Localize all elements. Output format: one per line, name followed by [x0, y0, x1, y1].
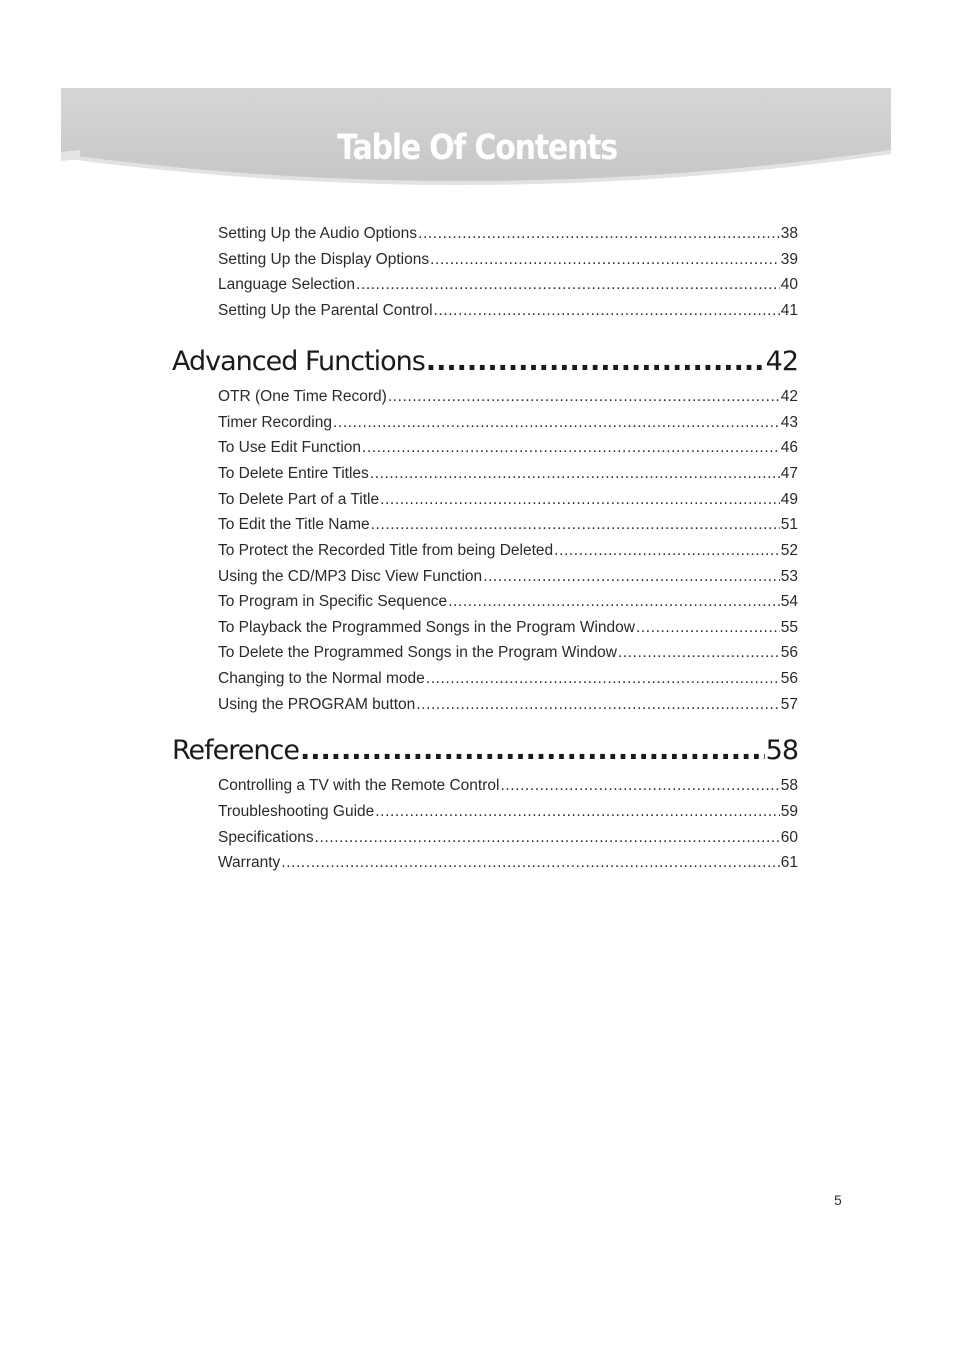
toc-entry-label: Using the PROGRAM button	[218, 696, 416, 713]
toc-entry-label: Timer Recording	[218, 414, 332, 431]
toc-entry-page: 40	[780, 276, 798, 293]
toc-entry-page: 53	[780, 568, 798, 585]
toc-entry-page: 52	[780, 542, 798, 559]
page-title: Table Of Contents	[337, 128, 617, 168]
toc-entry[interactable]	[218, 824, 798, 848]
toc-entry-label: Troubleshooting Guide	[218, 803, 375, 820]
toc-entry-label: To Program in Specific Sequence	[218, 593, 448, 610]
section-heading-page: 58	[765, 735, 798, 766]
toc-entry-label: To Delete Entire Titles	[218, 465, 369, 482]
dot-leader	[375, 802, 780, 822]
dot-leader	[356, 275, 780, 295]
toc-entry-page: 54	[780, 593, 798, 610]
section-heading-label: Reference	[172, 735, 299, 766]
toc-entry[interactable]	[218, 537, 798, 561]
dot-leader	[388, 387, 780, 407]
toc-entry[interactable]	[218, 849, 798, 873]
toc-entry-label: To Playback the Programmed Songs in the Program Window	[218, 619, 635, 636]
toc-entry-page: 55	[780, 619, 798, 636]
toc-entry[interactable]	[218, 271, 798, 295]
dot-leader	[434, 301, 780, 321]
toc-entry-page: 61	[780, 854, 798, 871]
toc-entry[interactable]	[218, 511, 798, 535]
toc-entry-label: To Delete Part of a Title	[218, 491, 380, 508]
toc-entry[interactable]	[218, 246, 798, 270]
toc-entry-page: 41	[780, 302, 798, 319]
toc-entry[interactable]	[218, 798, 798, 822]
dot-leader	[300, 735, 765, 767]
toc-entry-label: To Edit the Title Name	[218, 516, 370, 533]
toc-entry-page: 51	[780, 516, 798, 533]
dot-leader	[418, 224, 780, 244]
dot-leader	[426, 346, 765, 378]
title-banner	[0, 0, 954, 200]
toc-entry-label: Setting Up the Parental Control	[218, 302, 433, 319]
dot-leader	[483, 567, 780, 587]
toc-entry[interactable]	[218, 383, 798, 407]
toc-entry[interactable]	[218, 614, 798, 638]
toc-entry-page: 56	[780, 644, 798, 661]
dot-leader	[500, 776, 779, 796]
toc-entry-page: 42	[780, 388, 798, 405]
toc-entry-label: Setting Up the Audio Options	[218, 225, 418, 242]
toc-entry-page: 59	[780, 803, 798, 820]
section-heading-reference[interactable]	[172, 729, 798, 767]
toc-entry-label: To Protect the Recorded Title from being Deleted	[218, 542, 554, 559]
toc-entry[interactable]	[218, 409, 798, 433]
toc-entry-page: 49	[780, 491, 798, 508]
dot-leader	[448, 592, 780, 612]
toc-entry-page: 39	[780, 251, 798, 268]
dot-leader	[636, 618, 780, 638]
toc-entry-page: 60	[780, 829, 798, 846]
dot-leader	[370, 464, 780, 484]
section-heading-label: Advanced Functions	[172, 346, 425, 377]
toc-entry[interactable]	[218, 297, 798, 321]
toc-entry-label: Using the CD/MP3 Disc View Function	[218, 568, 483, 585]
toc-entry[interactable]	[218, 220, 798, 244]
toc-entry[interactable]	[218, 772, 798, 796]
toc-entry[interactable]	[218, 563, 798, 587]
dot-leader	[281, 853, 779, 873]
toc-entry-label: To Use Edit Function	[218, 439, 362, 456]
toc-entry[interactable]	[218, 588, 798, 612]
dot-leader	[333, 413, 780, 433]
page-number: 5	[834, 1192, 842, 1208]
toc-entry-label: OTR (One Time Record)	[218, 388, 387, 405]
toc-entry-page: 43	[780, 414, 798, 431]
toc-entry-label: Language Selection	[218, 276, 356, 293]
dot-leader	[362, 438, 780, 458]
toc-entry-label: Warranty	[218, 854, 281, 871]
dot-leader	[430, 250, 780, 270]
toc-entry-page: 47	[780, 465, 798, 482]
toc-entry[interactable]	[218, 486, 798, 510]
section-heading-page: 42	[765, 346, 798, 377]
toc-entry-label: Controlling a TV with the Remote Control	[218, 777, 500, 794]
toc-entry[interactable]	[218, 665, 798, 689]
dot-leader	[426, 669, 780, 689]
dot-leader	[380, 490, 780, 510]
toc-entry-label: Setting Up the Display Options	[218, 251, 430, 268]
toc-entry-page: 38	[780, 225, 798, 242]
toc-entry-label: Specifications	[218, 829, 314, 846]
dot-leader	[618, 643, 780, 663]
toc-entry-page: 57	[780, 696, 798, 713]
banner-shape	[0, 0, 954, 200]
section-heading-advanced-functions[interactable]	[172, 340, 798, 378]
toc-entry-label: To Delete the Programmed Songs in the Program Window	[218, 644, 617, 661]
dot-leader	[416, 695, 779, 715]
toc-entry[interactable]	[218, 691, 798, 715]
toc-entry[interactable]	[218, 434, 798, 458]
toc-entry-page: 56	[780, 670, 798, 687]
toc-entry-page: 46	[780, 439, 798, 456]
toc-entry-label: Changing to the Normal mode	[218, 670, 425, 687]
dot-leader	[554, 541, 780, 561]
dot-leader	[315, 828, 780, 848]
dot-leader	[371, 515, 780, 535]
toc-entry[interactable]	[218, 460, 798, 484]
toc-entry-page: 58	[780, 777, 798, 794]
toc-entry[interactable]	[218, 639, 798, 663]
